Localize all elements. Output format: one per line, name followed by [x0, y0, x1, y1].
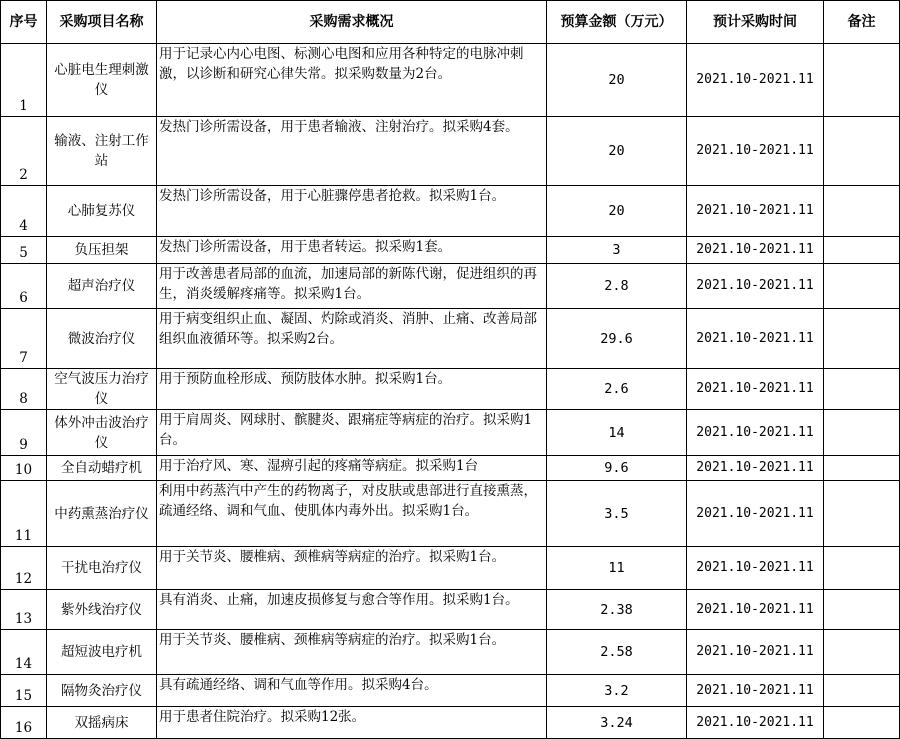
cell-time: 2021.10-2021.11	[687, 410, 824, 456]
table-row	[1, 707, 900, 739]
cell-note	[824, 309, 900, 369]
cell-no: 11	[1, 481, 47, 547]
cell-amount: 2.8	[547, 264, 687, 309]
table-row	[1, 44, 900, 117]
table-row	[1, 590, 900, 630]
cell-no: 16	[1, 707, 47, 739]
cell-desc: 发热门诊所需设备，用于患者转运。拟采购1套。	[157, 237, 547, 264]
cell-note	[824, 590, 900, 630]
cell-time: 2021.10-2021.11	[687, 44, 824, 117]
table-row	[1, 456, 900, 481]
header-note: 备注	[824, 1, 900, 44]
header-name: 采购项目名称	[47, 1, 157, 44]
cell-time: 2021.10-2021.11	[687, 186, 824, 237]
cell-note	[824, 186, 900, 237]
cell-name: 微波治疗仪	[47, 309, 157, 369]
cell-time: 2021.10-2021.11	[687, 590, 824, 630]
cell-no: 1	[1, 44, 47, 117]
cell-note	[824, 707, 900, 739]
cell-time: 2021.10-2021.11	[687, 547, 824, 590]
cell-time: 2021.10-2021.11	[687, 369, 824, 410]
cell-desc: 用于预防血栓形成、预防肢体水肿。拟采购1台。	[157, 369, 547, 410]
cell-note	[824, 117, 900, 186]
cell-no: 2	[1, 117, 47, 186]
table-row	[1, 264, 900, 309]
cell-amount: 3.2	[547, 675, 687, 707]
cell-no: 4	[1, 186, 47, 237]
table-row	[1, 309, 900, 369]
cell-note	[824, 547, 900, 590]
cell-desc: 用于患者住院治疗。拟采购12张。	[157, 707, 547, 739]
table-row	[1, 237, 900, 264]
cell-name: 体外冲击波治疗仪	[47, 410, 157, 456]
cell-time: 2021.10-2021.11	[687, 456, 824, 481]
table-body	[1, 44, 900, 739]
table-row	[1, 630, 900, 675]
cell-time: 2021.10-2021.11	[687, 481, 824, 547]
cell-name: 隔物灸治疗仪	[47, 675, 157, 707]
header-row	[1, 1, 900, 44]
cell-name: 全自动蜡疗机	[47, 456, 157, 481]
cell-name: 超声治疗仪	[47, 264, 157, 309]
table-row	[1, 186, 900, 237]
cell-no: 8	[1, 369, 47, 410]
table-row	[1, 369, 900, 410]
cell-amount: 11	[547, 547, 687, 590]
cell-no: 5	[1, 237, 47, 264]
cell-amount: 20	[547, 117, 687, 186]
cell-time: 2021.10-2021.11	[687, 675, 824, 707]
cell-amount: 20	[547, 44, 687, 117]
cell-name: 输液、注射工作站	[47, 117, 157, 186]
cell-desc: 用于肩周炎、网球肘、髌腱炎、跟痛症等病症的治疗。拟采购1台。	[157, 410, 547, 456]
table-row	[1, 117, 900, 186]
cell-name: 心肺复苏仪	[47, 186, 157, 237]
header-no: 序号	[1, 1, 47, 44]
cell-no: 14	[1, 630, 47, 675]
cell-no: 15	[1, 675, 47, 707]
cell-amount: 2.38	[547, 590, 687, 630]
cell-time: 2021.10-2021.11	[687, 630, 824, 675]
cell-desc: 用于关节炎、腰椎病、颈椎病等病症的治疗。拟采购1台。	[157, 630, 547, 675]
cell-no: 6	[1, 264, 47, 309]
cell-note	[824, 369, 900, 410]
cell-desc: 具有消炎、止痛，加速皮损修复与愈合等作用。拟采购1台。	[157, 590, 547, 630]
cell-desc: 发热门诊所需设备，用于患者输液、注射治疗。拟采购4套。	[157, 117, 547, 186]
cell-desc: 用于改善患者局部的血流，加速局部的新陈代谢，促进组织的再生，消炎缓解疼痛等。拟采购1台。	[157, 264, 547, 309]
cell-amount: 3.5	[547, 481, 687, 547]
cell-time: 2021.10-2021.11	[687, 309, 824, 369]
cell-no: 12	[1, 547, 47, 590]
cell-amount: 3	[547, 237, 687, 264]
cell-note	[824, 630, 900, 675]
cell-desc: 用于病变组织止血、凝固、灼除或消炎、消肿、止痛、改善局部组织血液循环等。拟采购2台。	[157, 309, 547, 369]
cell-desc: 用于记录心内心电图、标测心电图和应用各种特定的电脉冲刺激，以诊断和研究心律失常。拟采购数量为2台。	[157, 44, 547, 117]
cell-desc: 利用中药蒸汽中产生的药物离子，对皮肤或患部进行直接熏蒸，疏通经络、调和气血、使肌体内毒外出。拟采购1台。	[157, 481, 547, 547]
cell-no: 9	[1, 410, 47, 456]
cell-amount: 3.24	[547, 707, 687, 739]
cell-name: 负压担架	[47, 237, 157, 264]
cell-no: 10	[1, 456, 47, 481]
cell-name: 干扰电治疗仪	[47, 547, 157, 590]
cell-desc: 用于关节炎、腰椎病、颈椎病等病症的治疗。拟采购1台。	[157, 547, 547, 590]
cell-amount: 2.6	[547, 369, 687, 410]
cell-desc: 发热门诊所需设备，用于心脏骤停患者抢救。拟采购1台。	[157, 186, 547, 237]
cell-note	[824, 44, 900, 117]
cell-note	[824, 675, 900, 707]
cell-time: 2021.10-2021.11	[687, 707, 824, 739]
cell-name: 双摇病床	[47, 707, 157, 739]
cell-time: 2021.10-2021.11	[687, 117, 824, 186]
table-row	[1, 547, 900, 590]
cell-time: 2021.10-2021.11	[687, 264, 824, 309]
cell-desc: 具有疏通经络、调和气血等作用。拟采购4台。	[157, 675, 547, 707]
cell-amount: 2.58	[547, 630, 687, 675]
cell-amount: 29.6	[547, 309, 687, 369]
cell-note	[824, 264, 900, 309]
table-row	[1, 410, 900, 456]
cell-amount: 14	[547, 410, 687, 456]
cell-no: 13	[1, 590, 47, 630]
header-desc: 采购需求概况	[157, 1, 547, 44]
cell-name: 心脏电生理刺激仪	[47, 44, 157, 117]
cell-amount: 9.6	[547, 456, 687, 481]
cell-no: 7	[1, 309, 47, 369]
cell-amount: 20	[547, 186, 687, 237]
header-amount: 预算金额（万元）	[547, 1, 687, 44]
cell-name: 中药熏蒸治疗仪	[47, 481, 157, 547]
table-row	[1, 675, 900, 707]
table-row	[1, 481, 900, 547]
cell-name: 超短波电疗机	[47, 630, 157, 675]
cell-name: 空气波压力治疗仪	[47, 369, 157, 410]
header-time: 预计采购时间	[687, 1, 824, 44]
cell-time: 2021.10-2021.11	[687, 237, 824, 264]
cell-name: 紫外线治疗仪	[47, 590, 157, 630]
cell-note	[824, 481, 900, 547]
cell-note	[824, 456, 900, 481]
cell-note	[824, 410, 900, 456]
cell-note	[824, 237, 900, 264]
cell-desc: 用于治疗风、寒、湿痹引起的疼痛等病症。拟采购1台	[157, 456, 547, 481]
